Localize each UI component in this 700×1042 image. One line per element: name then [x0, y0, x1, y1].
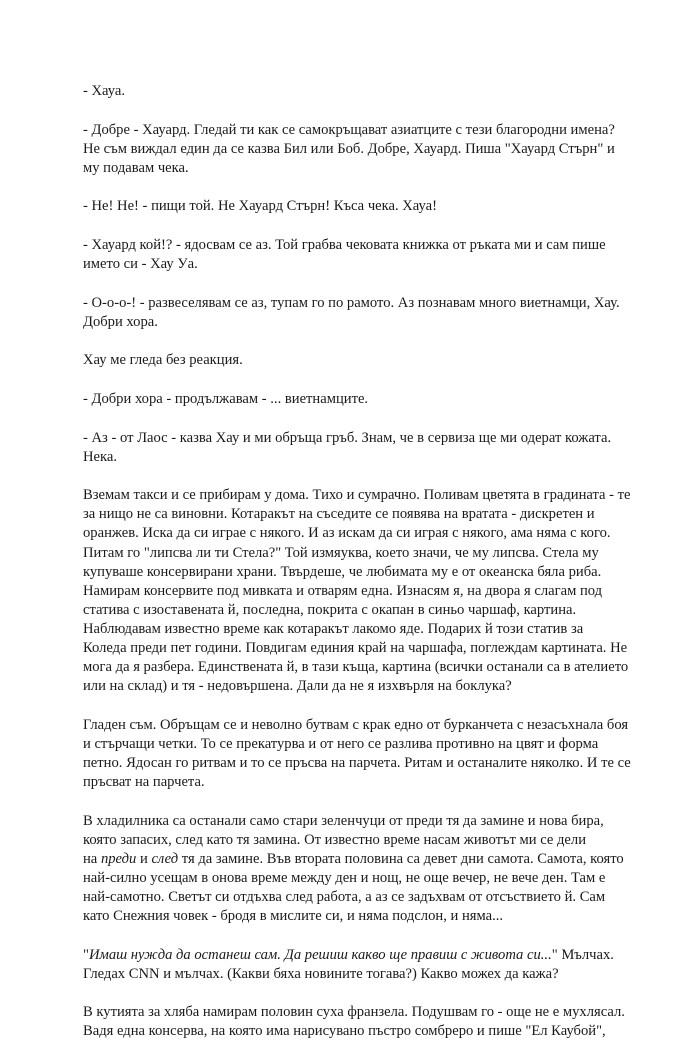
paragraph-2: - Добре - Хауард. Гледай ти как се самокръщават азиатците с тези благородни имена? Не съм виждал един да се казва Бил или Боб. Добре, Хауард. Пиша "Хауард Стърн" и му подавам чека.	[83, 121, 615, 176]
emphasis-after: след	[151, 850, 179, 867]
emphasis-before: преди	[100, 850, 137, 867]
paragraph-8: - Аз - от Лаос - казва Хау и ми обръща гръб. Знам, че в сервиза ще ми одерат кожата. Нека.	[83, 429, 612, 465]
italic-quote: Имаш нужда да останеш сам. Да решиш какво ще правиш с живота си...	[88, 946, 552, 963]
paragraph-9: Вземам такси и се прибирам у дома. Тихо и сумрачно. Поливам цветята в градината - те за нищо не са виновни. Котаракът на съседите се появява на вратата - дискретен и оранжев. Иска да си играе с някого. И аз искам да си играя с някого, ама няма с кого. Питам го "липсва ли ти Стела?" Той измяуква, което значи, че му липсва. Стела му купуваше консервирани храни. Твърдеше, че любимата му е от океанска бяла риба. Намирам консервите под мивката и отварям една. Изнасям я, на двора я слагам под статива с изоставената й, последна, покрита с окапан в синьо чаршаф, картина. Наблюдавам известно време как котаракът лакомо яде. Подарих й този статив за Коледа преди пет години. Повдигам единия край на чаршафа, поглеждам картината. Не мога да я разбера. Единствената й, в тази къща, картина (всички останали са в ателието или на склад) и тя - недовършена. Дали да не я изхвърля на боклука?	[83, 487, 631, 695]
paragraph-10: Гладен съм. Обръщам се и неволно бутвам с крак едно от бурканчета с незасъхнала боя и стърчащи четки. То се прекатурва и от него се разлива противно на цвят и форма петно. Ядосан го ритвам и то се пръсва на парчета. Ритам и останалите няколко. И те се пръсват на парчета.	[83, 716, 631, 791]
paragraph-5: - О-о-о-! - развеселявам се аз, тупам го по рамото. Аз познавам много виетнамци, Хау. Добри хора.	[83, 294, 620, 330]
paragraph-11-continued: на преди и след тя да замине. Във втората половина са девет дни самота. Самота, която най-силно усещам в онова време между ден и нощ, не още вечер, не вече ден. Там е най-самотно. Светът си отдъхва след работа, а аз се задъхвам от отсъствието й. Сам като Снежния човек - бродя в мислите си, и няма подслон, и няма...	[83, 850, 624, 925]
paragraph-7: - Добри хора - продължавам - ... виетнамците.	[83, 390, 369, 407]
paragraph-1: - Хауа.	[83, 83, 126, 99]
paragraph-12-quote: "Имаш нужда да останеш сам. Да решиш какво ще правиш с живота си..." Мълчах. Гледах CNN и мълчах. (Какви бяха новините тогава?) Какво можех да кажа?	[83, 946, 614, 982]
paragraph-4: - Хауард кой!? - ядосвам се аз. Той грабва чековата книжка от ръката ми и сам пише името си - Хау Уа.	[83, 236, 606, 273]
paragraph-13: В кутията за хляба намирам половин суха франзела. Подушвам го - още не е мухлясал. Вадя една консерва, на която има нарисувано пъстро сомбреро и пише "Ел Каубой",	[83, 1004, 625, 1040]
paragraph-11: В хладилника са останали само стари зеленчуци от преди тя да замине и нова бира, която запасих, след като тя замина. От известно време насам животът ми се дели	[83, 812, 604, 848]
paragraph-3: - Не! Не! - пищи той. Не Хауард Стърн! Къса чека. Хауа!	[83, 198, 437, 215]
paragraph-6: Хау ме гледа без реакция.	[83, 352, 243, 369]
